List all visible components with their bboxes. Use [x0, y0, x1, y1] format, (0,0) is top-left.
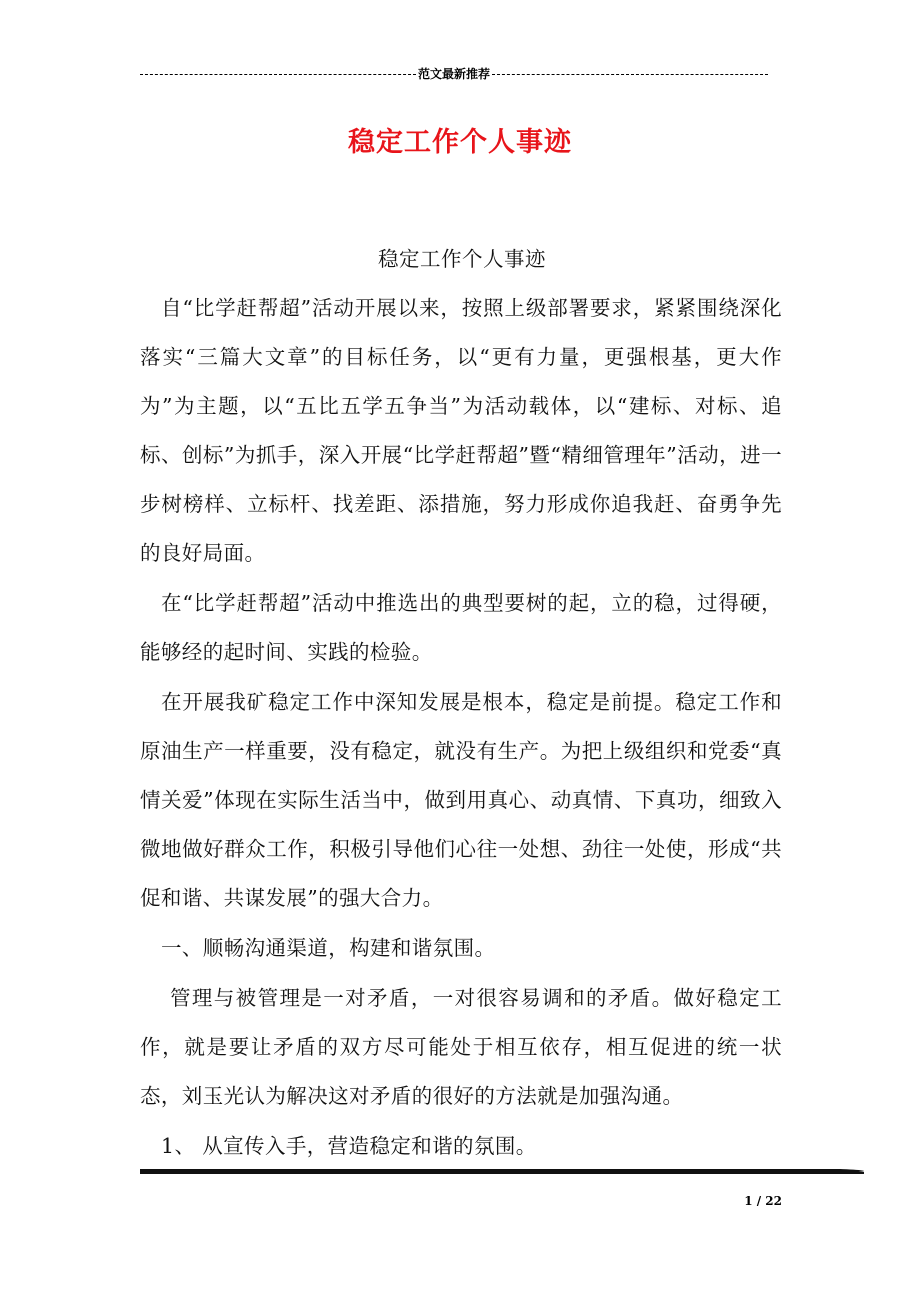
document-title: 稳定工作个人事迹 — [348, 127, 572, 158]
page-header — [140, 66, 768, 82]
list-item-1: 1、 从宣传入手，营造稳定和谐的氛围。 — [161, 1134, 537, 1158]
header-label: 范文最新推荐 — [418, 67, 491, 81]
page-number: 1 / 22 — [744, 1194, 782, 1208]
header-dash-right — [492, 74, 768, 75]
document-subtitle: 稳定工作个人事迹 — [378, 247, 546, 271]
paragraph-4: 管理与被管理是一对矛盾，一对很容易调和的矛盾。做好稳定工作，就是要让矛盾的双方尽可能处于相互依存，相互促进的统一状态，刘玉光认为解决这对矛盾的很好的方法就是加强沟通。 — [140, 986, 782, 1108]
section-heading-1: 一、顺畅沟通渠道，构建和谐氛围。 — [161, 936, 496, 960]
header-dash-left — [140, 74, 416, 75]
footer-rule-line — [140, 1172, 864, 1174]
document-body — [140, 235, 782, 1171]
paragraph-1: 自“比学赶帮超”活动开展以来，按照上级部署要求，紧紧围绕深化落实“三篇大文章”的目标任务，以“更有力量，更强根基，更大作为”为主题，以“五比五学五争当”为活动载体，以“建标、对标、追标、创标”为抓手，深入开展“比学赶帮超”暨“精细管理年”活动，进一步树榜样、立标杆、找差距、添措施，努力形成你追我赶、奋勇争先的良好局面。 — [140, 296, 782, 565]
paragraph-3: 在开展我矿稳定工作中深知发展是根本，稳定是前提。稳定工作和原油生产一样重要，没有稳定，就没有生产。为把上级组织和党委“真情关爱”体现在实际生活当中，做到用真心、动真情、下真功，细致入微地做好群众工作，积极引导他们心往一处想、劲往一处使，形成“共促和谐、共谋发展”的强大合力。 — [140, 690, 782, 910]
paragraph-2: 在“比学赶帮超”活动中推选出的典型要树的起，立的稳，过得硬，能够经的起时间、实践的检验。 — [140, 591, 782, 664]
